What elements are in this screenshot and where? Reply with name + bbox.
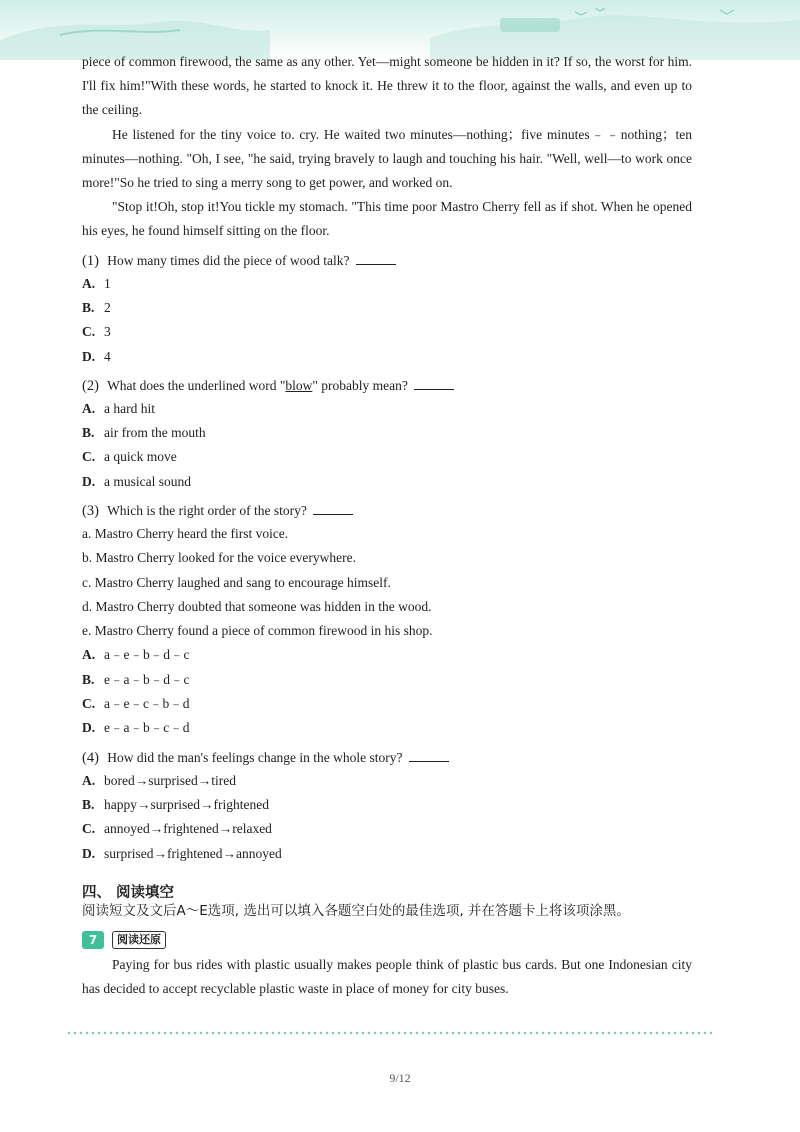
option-text: a quick move [104,449,177,465]
question-1 [82,250,692,272]
option-a[interactable] [82,397,692,421]
answer-blank[interactable] [414,377,454,390]
option-text: a﹣e﹣c﹣b﹣d [104,696,190,712]
option-text: annoyed→frightened→relaxed [104,821,272,837]
option-text: 3 [104,324,111,340]
question-text: " probably mean? [312,377,408,393]
answer-blank[interactable] [313,502,353,515]
question-type-badge: 阅读还原 [112,931,166,949]
option-a[interactable] [82,643,692,667]
option-c[interactable] [82,817,692,841]
option-letter: B. [82,425,95,441]
option-text: bored→surprised→tired [104,772,236,788]
option-text: air from the mouth [104,425,206,441]
option-d[interactable] [82,345,692,369]
section-title: 四、 阅读填空 [82,884,175,901]
option-text: e﹣a﹣b﹣d﹣c [104,671,190,687]
option-letter: C. [82,821,96,837]
question-text: How many times did the piece of wood talk? [107,252,350,268]
item-header [82,930,692,950]
option-letter: D. [82,473,96,489]
section-description: 阅读短文及文后A～E选项, 选出可以填入各题空白处的最佳选项, 并在答题卡上将该项涂黑。 [82,902,630,919]
question-text: What does the underlined word " [107,377,286,393]
option-letter: B. [82,299,95,315]
question-text: Which is the right order of the story? [107,503,307,518]
option-d[interactable] [82,842,692,866]
option-text: a﹣e﹣b﹣d﹣c [104,647,190,663]
underlined-word: blow [285,377,313,393]
option-d[interactable] [82,470,692,494]
option-letter: B. [82,671,95,687]
order-statement: b. Mastro Cherry looked for the voice everywhere. [82,550,357,566]
option-d[interactable] [82,716,692,740]
passage-paragraph: "Stop it!Oh, stop it!You tickle my stomach. "This time poor Mastro Cherry fell as if shot. When he opened his eyes, he found himself sitting on the floor. [82,199,692,239]
option-letter: D. [82,845,96,861]
option-b[interactable] [82,421,692,445]
option-letter: A. [82,772,96,788]
option-text: 1 [104,275,111,291]
answer-blank[interactable] [356,252,396,265]
option-text: a hard hit [104,400,155,416]
option-letter: C. [82,696,96,712]
question-number: (4) [82,749,99,766]
option-letter: C. [82,324,96,340]
passage-paragraph: piece of common firewood, the same as any other. Yet—might someone be hidden in it? If so, the worst for him. I'll fix him!"With these words, he started to knock it. He threw it to the floor, against the walls, and even up to the ceiling. [82,54,692,118]
page-content [82,50,692,1001]
option-c[interactable] [82,320,692,344]
option-text: 2 [104,299,111,315]
option-letter: B. [82,796,95,812]
option-text: 4 [104,348,111,364]
question-4 [82,747,692,769]
option-b[interactable] [82,793,692,817]
option-text: happy→surprised→frightened [104,796,269,812]
question-3 [82,500,692,522]
option-c[interactable] [82,692,692,716]
question-number: (1) [82,252,99,269]
order-statement: a. Mastro Cherry heard the first voice. [82,526,289,541]
passage-paragraph: He listened for the tiny voice to. cry. He waited two minutes—nothing；five minutes﹣﹣nothing；ten minutes—nothing. "Oh, I see, "he said, trying bravely to laugh and touching his hair. "Well, well—to work once more!"So he tried to sing a merry song to get power, and worked on. [82,126,692,191]
option-letter: A. [82,647,96,663]
question-number: (3) [82,503,99,519]
option-letter: C. [82,449,96,465]
dotted-divider [66,1031,712,1035]
order-statement: d. Mastro Cherry doubted that someone was hidden in the wood. [82,598,432,614]
question-text: How did the man's feelings change in the whole story? [107,749,403,765]
order-statement: e. Mastro Cherry found a piece of common firewood in his shop. [82,623,433,639]
option-text: e﹣a﹣b﹣c﹣d [104,720,190,736]
option-letter: D. [82,348,96,364]
option-letter: A. [82,275,96,291]
question-number: (2) [82,377,99,394]
option-c[interactable] [82,445,692,469]
option-letter: A. [82,400,96,416]
question-number-badge: 7 [82,931,104,949]
option-b[interactable] [82,668,692,692]
option-letter: D. [82,720,96,736]
option-a[interactable] [82,769,692,793]
passage-paragraph: Paying for bus rides with plastic usually makes people think of plastic bus cards. But one Indonesian city has decided to accept recyclable plastic waste in place of money for city buses. [82,956,692,997]
order-statement: c. Mastro Cherry laughed and sang to encourage himself. [82,574,391,590]
option-a[interactable] [82,272,692,296]
option-text: a musical sound [104,473,191,489]
option-text: surprised→frightened→annoyed [104,845,282,861]
question-2 [82,375,692,397]
option-b[interactable] [82,296,692,320]
answer-blank[interactable] [409,749,449,762]
page-number: 9/12 [389,1071,411,1085]
